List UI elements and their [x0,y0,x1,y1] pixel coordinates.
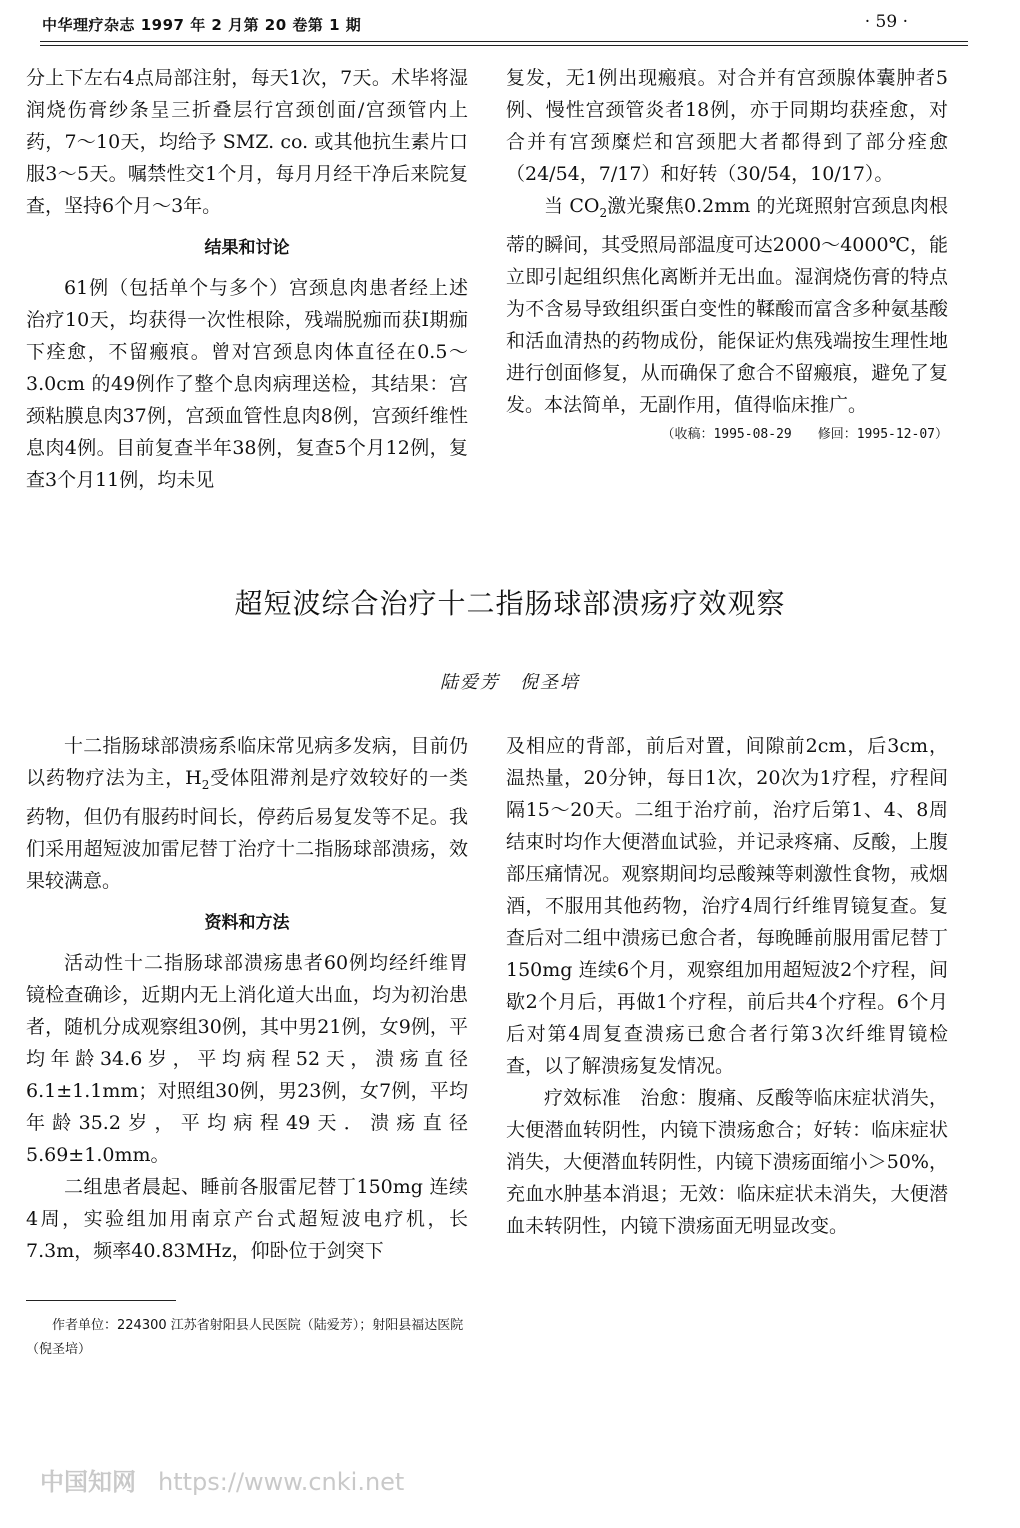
section-heading-results: 结果和讨论 [204,238,290,258]
section-heading-methods: 资料和方法 [204,912,290,933]
received-revised-dates: （收稿：1995-08-29 修回：1995-12-07） [661,426,948,442]
journal-header: 中华理疗杂志 1997 年 2 月第 20 卷第 1 期 [42,16,362,34]
prev-right-paragraph-2: 当 $CO_2$激光聚焦0.2mm 的光斑照射宫颈息肉根蒂的瞬间，其受照局部温度可达2000～4000℃，能立即引起组织焦化离断并无出血。湿润烧伤膏的特点为不含易导致组织蛋白变性的鞣酸而富含多种氨基酸和活血清热的药物成份，能保证灼焦残端按生理性地进行创面修复，从而确保了愈合不留瘢痕，避免了复发。本法简单，无副作用，值得临床推广。 [506,195,948,416]
patients-paragraph: 活动性十二指肠球部溃疡患者60例均经纤维胃镜检查确诊，近期内无上消化道大出血，均为初治患者，随机分成观察组30例，其中男21例，女9例，平均年龄34.6岁，平均病程52天，溃疡直径6.1±1.1mm；对照组30例，男23例，女7例，平均年龄35.2岁，平均病程49天．溃疡直径5.69±1.0mm。 [26,951,468,1166]
article-title: 超短波综合治疗十二指肠球部溃疡疗效观察 [234,587,786,620]
header-rule-top [40,41,968,42]
prev-left-paragraph-2: 61例（包括单个与多个）宫颈息肉患者经上述治疗10天，均获得一次性根除，残端脱痂而获Ⅰ期痂下痊愈，不留瘢痕。曾对宫颈息肉体直径在0.5～3.0cm 的49例作了整个息肉病理送检，其结果：宫颈粘膜息肉37例，宫颈血管性息肉8例，宫颈纤维性息肉4例。目前复查半年38例，复查5个月12例，复查3个月11例，均未见 [26,277,468,491]
prev-article-left-column [26,62,468,496]
prev-left-paragraph-1: 分上下左右4点局部注射，每天1次，7天。术毕将湿润烧伤膏纱条呈三折叠层行宫颈创面/宫颈管内上药，7～10天，均给予 SMZ. co. 或其他抗生素片口服3～5天。嘱禁性交1个月，每月月经干净后来院复查，坚持6个月～3年。 [26,67,468,217]
watermark-url: https://www.cnki.net [158,1468,405,1496]
article-authors: 陆爱芳 倪圣培 [440,672,580,693]
cnki-watermark [40,1462,404,1497]
article-right-column [506,730,948,1242]
procedure-paragraph: 及相应的背部，前后对置，间隙前2cm，后3cm，温热量，20分钟，每日1次，20次为1疗程，疗程间隔15～20天。二组于治疗前，治疗后第1、4、8周结束时均作大便潜血试验，并记录疼痛、反酸，上腹部压痛情况。观察期间均忌酸辣等刺激性食物，戒烟酒，不服用其他药物，治疗4周行纤维胃镜复查。复查后对二组中溃疡已愈合者，每晚睡前服用雷尼替丁150mg 连续6个月，观察组加用超短波2个疗程，间歇2个月后，再做1个疗程，前后共4个疗程。6个月后对第4周复查溃疡已愈合者行第3次纤维胃镜检查，以了解溃疡复发情况。 [506,735,948,1077]
footnote-rule [26,1300,176,1301]
intro-paragraph: 十二指肠球部溃疡系临床常见病多发病，目前仍以药物疗法为主，$H_2$受体阻滞剂是疗效较好的一类药物，但仍有服药时间长，停药后易复发等不足。我们采用超短波加雷尼替丁治疗十二指肠球部溃疡，效果较满意。 [26,735,468,892]
page-number: · 59 · [864,12,908,32]
watermark-brand: 中国知网 [40,1468,136,1496]
author-affiliation-footnote: 作者单位：224300 江苏省射阳县人民医院（陆爱芳）；射阳县福达医院（倪圣培） [26,1318,464,1357]
criteria-paragraph: 疗效标准 治愈：腹痛、反酸等临床症状消失，大便潜血转阴性，内镜下溃疡愈合；好转：临床症状消失，大便潜血转阴性，内镜下溃疡面缩小＞50%，充血水肿基本消退；无效：临床症状未消失，大便潜血未转阴性，内镜下溃疡面无明显改变。 [506,1087,948,1237]
article-left-column [26,730,468,1267]
treatment-paragraph: 二组患者晨起、睡前各服雷尼替丁150mg 连续4周，实验组加用南京产台式超短波电疗机，长7.3m，频率40.83MHz，仰卧位于剑突下 [26,1175,468,1262]
prev-article-right-column [506,62,948,445]
header-rule-bottom [40,45,968,46]
prev-right-paragraph-1: 复发，无1例出现瘢痕。对合并有宫颈腺体囊肿者5例、慢性宫颈管炎者18例，亦于同期均获痊愈，对合并有宫颈糜烂和宫颈肥大者都得到了部分痊愈（24/54，7/17）和好转（30/54，10/17）。 [506,67,948,185]
